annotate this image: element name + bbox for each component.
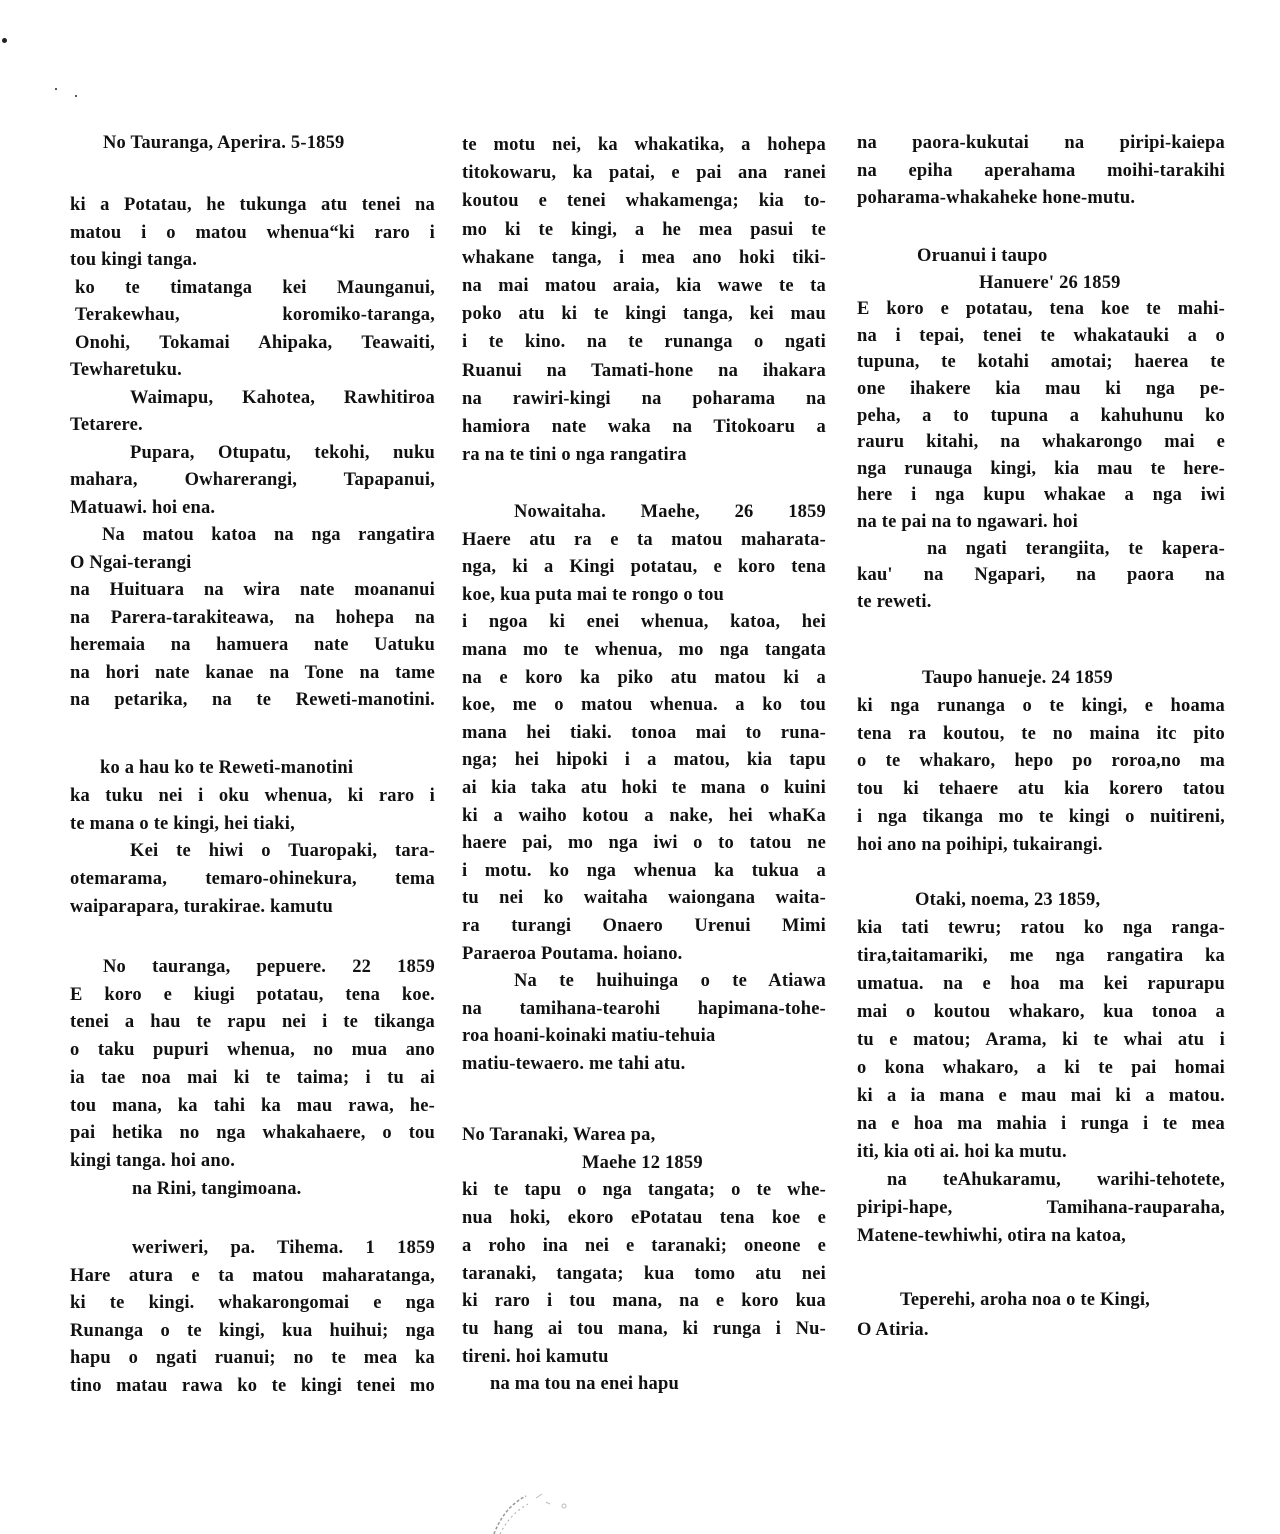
ink-speck [75,95,77,97]
text-line: koe, me o matou whenua. a ko tou [462,695,826,716]
text-line: ko te timatanga kei Maunganui, [75,277,435,298]
text-line: tu hang ai tou mana, ki runga i Nu- [462,1318,826,1339]
text-line: Matene-tewhiwhi, otira na katoa, [857,1226,1126,1246]
text-line: Paraeroa Poutama. hoiano. [462,943,683,964]
text-line: i nga tikanga mo te kingi o nuitireni, [857,807,1225,827]
text-line: na Huituara na wira nate moananui [70,580,435,600]
text-line: Runanga o te kingi, kua huihui; nga [70,1320,435,1341]
text-line: tupuna, te kotahi amotai; haerea te [857,352,1225,373]
text-line: mo ki te kingi, a he mea pasui te [462,219,826,240]
text-line: mai o koutou whakaro, kua tonoa a [857,1002,1225,1022]
text-line: i te kino. na te runanga o ngati [462,332,826,353]
text-line: Na te huihuinga o te Atiawa [514,971,826,992]
text-line: ko a hau ko te Reweti-manotini [100,758,354,778]
article-heading: Nowaitaha. Maehe, 26 1859 [514,502,826,522]
article-heading: No Tauranga, Aperira. 5-1859 [103,133,345,153]
text-line: heremaia na hamuera nate Uatuku [70,635,435,655]
text-line: na ngati terangiita, te kapera- [927,538,1225,559]
text-line: na ma tou na enei hapu [490,1374,679,1395]
text-line: ki te tapu o nga tangata; o te whe- [462,1180,826,1201]
text-line: hoi ano na poihipi, tukairangi. [857,834,1103,855]
text-line: na epiha aperahama moihi-tarakihi [857,160,1225,181]
text-line: te mana o te kingi, hei tiaki, [70,813,295,834]
text-line: te reweti. [857,591,932,612]
text-line: whakane tanga, i mea ano hoki tiki- [462,247,826,268]
article-heading: No tauranga, pepuere. 22 1859 [103,957,435,977]
text-line: tira,taitamariki, me nga rangatira ka [857,946,1225,966]
text-line: kingi tanga. hoi ano. [70,1150,236,1171]
text-line: tena ra koutou, te no maina itc pito [857,723,1225,744]
ink-speck [2,38,7,43]
text-line: O Atiria. [857,1320,929,1340]
text-line: No Taranaki, Warea pa, [462,1125,656,1145]
text-line: E koro e potatau, tena koe te mahi- [857,299,1225,320]
text-line: matiu-tewaero. me tahi atu. [462,1054,686,1074]
text-line: ai kia taka atu hoki te mana o kuini [462,778,826,798]
text-line: Hanuere' 26 1859 [979,272,1121,293]
text-line: koutou e tenei whakamenga; kia to- [462,191,826,212]
text-line: tou mana, ka tahi ka mau rawa, he- [70,1095,435,1116]
text-line: poko atu ki te kingi tanga, kei mau [462,304,826,325]
text-line: na tamihana-tearohi hapimana-tohe- [462,998,826,1019]
text-line: piripi-hape, Tamihana-rauparaha, [857,1198,1225,1218]
text-line: nga, ki a Kingi potatau, e koro tena [462,557,826,578]
text-line: mana mo te whenua, mo nga tangata [462,640,826,660]
article-heading: weriweri, pa. Tihema. 1 1859 [132,1238,435,1258]
library-stamp-mark [486,1478,576,1534]
text-line: taranaki, tangata; kua tomo atu nei [462,1263,826,1284]
text-line: na Rini, tangimoana. [132,1178,302,1199]
text-line: na Parera-tarakiteawa, na hohepa na [70,607,435,628]
article-heading: Taupo hanueje. 24 1859 [922,668,1113,688]
text-line: Onohi, Tokamai Ahipaka, Teawaiti, [75,332,435,353]
text-line: Pupara, Otupatu, tekohi, nuku [130,442,435,463]
text-line: titokowaru, ka patai, e pai ana ranei [462,163,826,184]
text-line: pai hetika no nga whakahaere, o tou [70,1123,435,1144]
text-line: mahara, Owharerangi, Tapapanui, [70,470,435,490]
text-line: o te whakaro, hepo po roroa,no ma [857,751,1225,772]
text-line: na i tepai, tenei te whakatauki a o [857,325,1225,346]
text-line: tireni. hoi kamutu [462,1346,609,1367]
text-line: rauru kitahi, na whakarongo mai e [857,432,1225,453]
text-line: ki nga runanga o te kingi, e hoama [857,695,1225,716]
text-line: tino matau rawa ko te kingi tenei mo [70,1376,435,1396]
text-line: ki a Potatau, he tukunga atu tenei na [70,195,435,215]
ink-speck [55,88,57,90]
text-line: one ihakere kia mau ki nga pe- [857,379,1225,399]
text-line: O Ngai-terangi [70,552,192,573]
text-line: E koro e kiugi potatau, tena koe. [70,984,435,1005]
text-line: here i nga kupu whakae a nga iwi [857,485,1225,506]
text-line: tou ki tehaere atu kia korero tatou [857,779,1225,800]
text-line: Ruanui na Tamati-hone na ihakara [462,360,826,381]
text-line: tou kingi tanga. [70,250,198,270]
article-heading: Teperehi, aroha noa o te Kingi, [900,1290,1150,1310]
text-line: ka tuku nei i oku whenua, ki raro i [70,785,435,806]
text-line: koe, kua puta mai te rongo o tou [462,584,725,605]
text-line: Matuawi. hoi ena. [70,497,216,518]
text-line: na rawiri-kingi na poharama na [462,388,826,409]
article-heading: Oruanui i taupo [917,246,1048,266]
text-line: ia tae noa mai ki te taima; i tu ai [70,1067,435,1088]
text-line: poharama-whakaheke hone-mutu. [857,188,1136,208]
text-line: na hori nate kanae na Tone na tame [70,662,435,683]
text-line: na e hoa ma mahia i runga i te mea [857,1114,1225,1134]
text-line: kia tati tewru; ratou ko nga ranga- [857,918,1225,938]
text-line: na e koro ka piko atu matou ki a [462,667,826,688]
text-line: mana hei tiaki. tonoa mai to runa- [462,722,826,743]
text-line: o taku pupuri whenua, no mua ano [70,1040,435,1061]
text-line: na mai matou araia, kia wawe te ta [462,276,826,296]
text-line: Kei te hiwi o Tuaropaki, tara- [130,841,435,862]
text-line: te motu nei, ka whakatika, a hohepa [462,135,826,155]
text-line: Hare atura e ta matou maharatanga, [70,1265,435,1286]
text-line: Haere atu ra e ta matou maharata- [462,529,826,550]
text-line: waiparapara, turakirae. kamutu [70,897,333,917]
text-line: kau' na Ngapari, na paora na [857,565,1225,586]
text-line: nga runauga kingi, kia mau te here- [857,458,1225,479]
text-line: ki te kingi. whakarongomai e nga [70,1293,435,1314]
text-line: a roho ina nei e taranaki; oneone e [462,1235,826,1256]
text-line: Terakewhau, koromiko-taranga, [75,305,435,325]
text-line: na petarika, na te Reweti-manotini. [70,690,435,710]
text-line: na paora-kukutai na piripi-kaiepa [857,133,1225,153]
text-line: ki raro i tou mana, na e koro kua [462,1291,826,1312]
text-line: umatua. na e hoa ma kei rapurapu [857,974,1225,994]
text-line: haere pai, mo nga iwi o to tatou ne [462,833,826,854]
text-line: peha, a to tupuna a kahuhunu ko [857,405,1225,426]
text-line: nua hoki, ekoro ePotatau tena koe e [462,1208,826,1229]
text-line: na te pai na to ngawari. hoi [857,512,1078,532]
text-line: nga; hei hipoki i a matou, kia tapu [462,750,826,771]
text-line: tu e matou; Arama, ki te whai atu i [857,1030,1225,1050]
article-heading: Otaki, noema, 23 1859, [915,890,1101,910]
text-line: o kona whakaro, a ki te pai homai [857,1058,1225,1078]
text-line: ra na te tini o nga rangatira [462,445,687,466]
text-line: tu nei ko waitaha waiongana waita- [462,888,826,909]
text-line: ki a ia mana e mau mai ki a matou. [857,1086,1225,1106]
text-line: matou i o matou whenua“ki raro i [70,222,435,243]
text-line: Maehe 12 1859 [582,1152,703,1173]
text-line: Waimapu, Kahotea, Rawhitiroa [130,387,435,408]
text-line: roa hoani-koinaki matiu-tehuia [462,1026,716,1047]
text-line: tenei a hau te rapu nei i te tikanga [70,1012,435,1033]
text-line: na teAhukaramu, warihi-tehotete, [887,1170,1225,1190]
text-line: hamiora nate waka na Titokoaru a [462,417,826,437]
text-line: Tetarere. [70,415,143,435]
text-line: ra turangi Onaero Urenui Mimi [462,916,826,936]
text-line: i ngoa ki enei whenua, katoa, hei [462,612,826,633]
text-line: ki a waiho kotou a nake, hei whaKa [462,805,826,826]
text-line: i motu. ko nga whenua ka tukua a [462,860,826,881]
text-line: otemarama, temaro-ohinekura, tema [70,869,435,890]
text-line: iti, kia oti ai. hoi ka mutu. [857,1142,1067,1162]
text-line: hapu o ngati ruanui; no te mea ka [70,1348,435,1369]
text-line: Tewharetuku. [70,360,182,380]
text-line: Na matou katoa na nga rangatira [102,525,435,545]
